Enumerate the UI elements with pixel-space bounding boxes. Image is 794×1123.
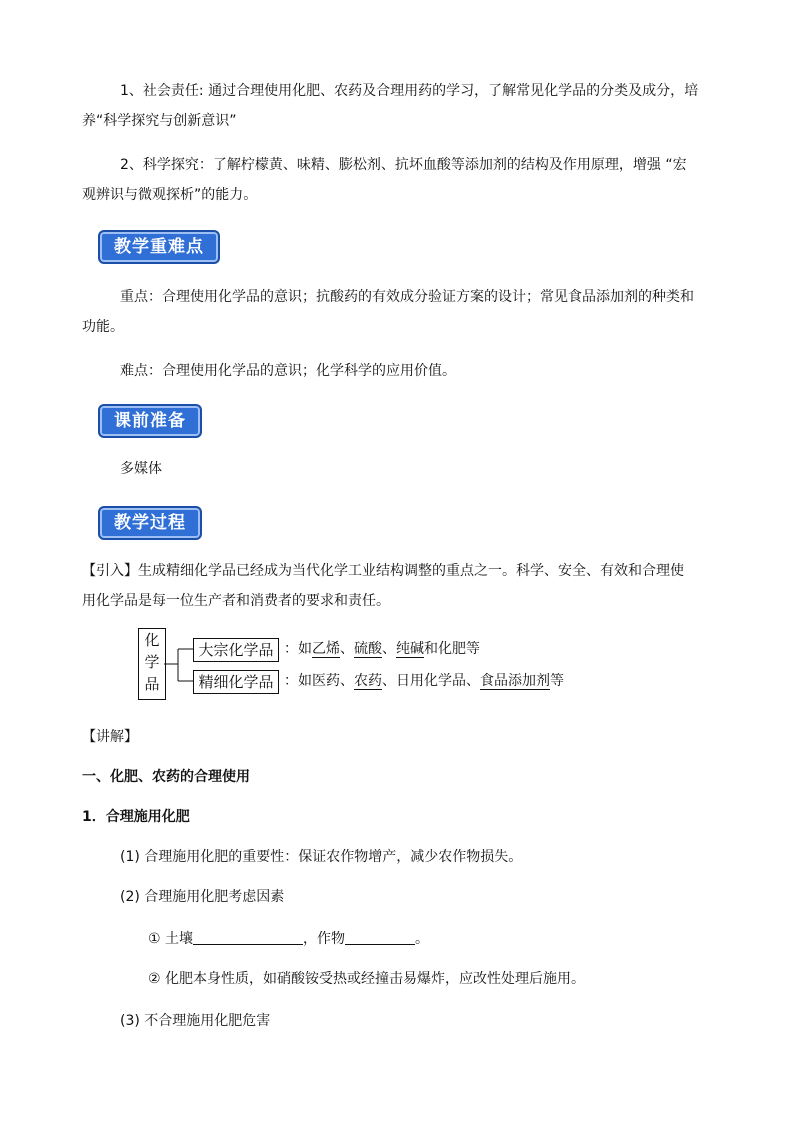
section-badge-process: 教学过程 bbox=[98, 506, 202, 540]
keypoint-line2: 功能。 bbox=[82, 319, 124, 335]
blank-crop bbox=[345, 928, 415, 945]
diagram-connector bbox=[164, 630, 194, 700]
example-ethylene: 乙烯 bbox=[312, 641, 340, 657]
point-2-sub-2: ② 化肥本身性质，如硝酸铵受热或经撞击易爆炸，应改性处理后施用。 bbox=[148, 971, 585, 987]
objective-1-line2: 养“科学探究与创新意识” bbox=[82, 113, 237, 129]
diagram-root-char: 品 bbox=[144, 675, 160, 693]
lecture-label: 【讲解】 bbox=[82, 729, 138, 745]
diagram-branch-fine: 精细化学品 bbox=[193, 670, 279, 694]
intro-line1: 【引入】生成精细化学品已经成为当代化学工业结构调整的重点之一。科学、安全、有效和合理使 bbox=[82, 563, 684, 579]
difficult-point: 难点：合理使用化学品的意识；化学科学的应用价值。 bbox=[120, 363, 456, 379]
section-heading-1: 一、化肥、农药的合理使用 bbox=[82, 769, 250, 785]
diagram-root-char: 化 bbox=[144, 631, 160, 649]
point-3: (3) 不合理施用化肥危害 bbox=[120, 1013, 271, 1029]
intro-line2: 用化学品是每一位生产者和消费者的要求和责任。 bbox=[82, 593, 390, 609]
diagram-root-char: 学 bbox=[144, 653, 160, 671]
example-soda-ash: 纯碱 bbox=[396, 641, 424, 657]
diagram-branch-bulk-examples: ：如乙烯、硫酸、纯碱和化肥等 bbox=[284, 641, 480, 657]
keypoint-line1: 重点：合理使用化学品的意识；抗酸药的有效成分验证方案的设计；常见食品添加剂的种类和 bbox=[120, 289, 694, 305]
objective-2-line1: 2、科学探究：了解柠檬黄、味精、膨松剂、抗坏血酸等添加剂的结构及作用原理，增强 “宏 bbox=[120, 157, 687, 173]
objective-2-line2: 观辨识与微观探析”的能力。 bbox=[82, 187, 258, 203]
example-sulfuric-acid: 硫酸 bbox=[354, 641, 382, 657]
objective-1-line1: 1、社会责任: 通过合理使用化肥、农药及合理用药的学习，了解常见化学品的分类及成分，培 bbox=[120, 83, 699, 99]
section-heading-1-1: 1．合理施用化肥 bbox=[82, 809, 190, 825]
point-1: (1) 合理施用化肥的重要性：保证农作物增产，减少农作物损失。 bbox=[120, 849, 523, 865]
diagram-root-box bbox=[138, 628, 166, 700]
blank-soil bbox=[193, 928, 303, 945]
diagram-branch-fine-examples: ：如医药、农药、日用化学品、食品添加剂等 bbox=[284, 673, 564, 689]
example-pesticide: 农药 bbox=[354, 673, 382, 689]
section-badge-keypoints: 教学重难点 bbox=[98, 230, 220, 264]
prep-content: 多媒体 bbox=[120, 461, 162, 477]
point-2-sub-1: ① 土壤 ，作物 。 bbox=[148, 924, 778, 954]
section-badge-prep: 课前准备 bbox=[98, 404, 202, 438]
example-food-additive: 食品添加剂 bbox=[480, 673, 550, 689]
diagram-branch-bulk: 大宗化学品 bbox=[193, 638, 279, 662]
point-2: (2) 合理施用化肥考虑因素 bbox=[120, 889, 285, 905]
